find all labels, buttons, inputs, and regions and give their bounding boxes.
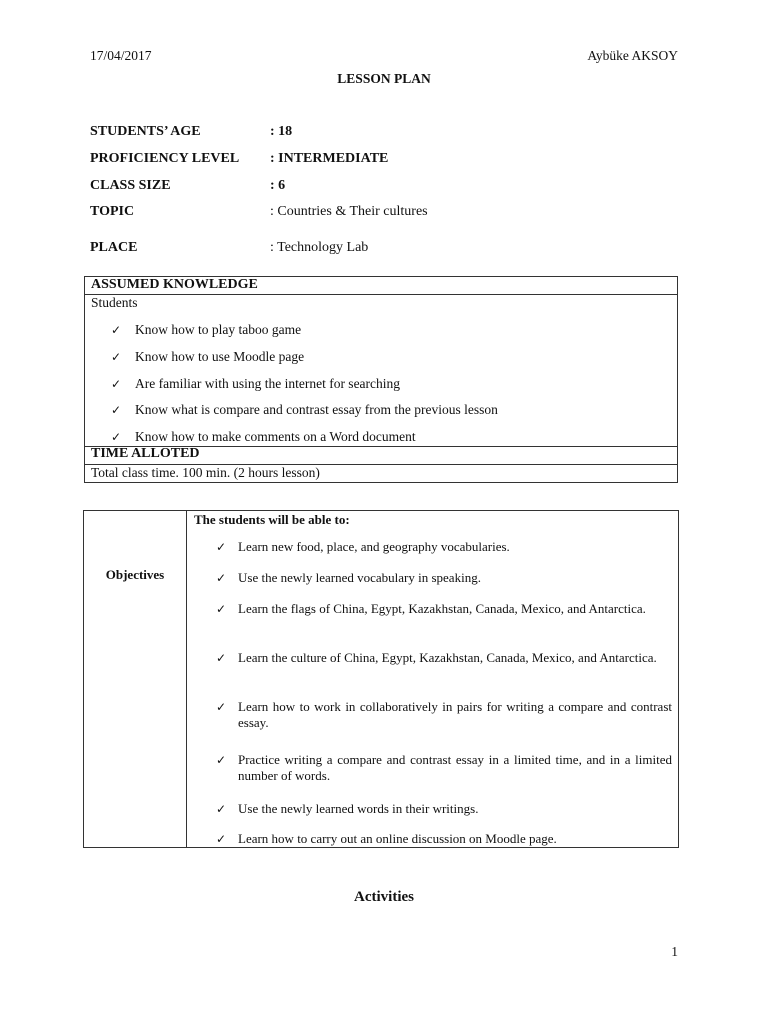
checkmark-icon: ✓ xyxy=(216,540,227,554)
list-item: ✓ Know how to use Moodle page xyxy=(111,349,305,364)
activities-heading: Activities xyxy=(354,889,414,905)
list-item: ✓ Learn new food, place, and geography vocabularies. xyxy=(216,539,510,554)
table-divider xyxy=(85,294,677,295)
checkmark-icon: ✓ xyxy=(216,802,227,816)
list-item: ✓ Use the newly learned vocabulary in speaking. xyxy=(216,570,481,585)
table-divider xyxy=(186,511,187,847)
proficiency-level-value: : INTERMEDIATE xyxy=(270,151,389,166)
place-label: PLACE xyxy=(90,240,138,255)
time-alloted-text: Total class time. 100 min. (2 hours lesson) xyxy=(91,465,320,480)
checkmark-icon: ✓ xyxy=(216,651,227,665)
page-title: LESSON PLAN xyxy=(337,71,431,86)
time-alloted-heading: TIME ALLOTED xyxy=(91,446,200,461)
checkmark-icon: ✓ xyxy=(216,832,227,846)
list-item: ✓ Know how to play taboo game xyxy=(111,322,302,337)
list-item: ✓ Learn how to carry out an online discussion on Moodle page. xyxy=(216,831,557,846)
checkmark-icon: ✓ xyxy=(111,430,122,444)
checkmark-icon: ✓ xyxy=(216,700,227,714)
list-item: ✓ Learn how to work in collaboratively in pairs for writing a compare and contrast essay. xyxy=(216,699,672,730)
page-number: 1 xyxy=(671,944,678,959)
checkmark-icon: ✓ xyxy=(216,571,227,585)
topic-label: TOPIC xyxy=(90,204,135,219)
list-item: ✓ Are familiar with using the internet for searching xyxy=(111,376,401,391)
list-item: ✓ Learn the flags of China, Egypt, Kazakhstan, Canada, Mexico, and Antarctica. xyxy=(216,601,646,616)
objectives-label: Objectives xyxy=(105,567,165,582)
list-item: ✓ Learn the culture of China, Egypt, Kazakhstan, Canada, Mexico, and Antarctica. xyxy=(216,650,657,665)
header-author: Aybüke AKSOY xyxy=(587,48,678,63)
topic-value: : Countries & Their cultures xyxy=(270,204,428,219)
checkmark-icon: ✓ xyxy=(216,753,227,767)
header-date: 17/04/2017 xyxy=(90,48,152,63)
checkmark-icon: ✓ xyxy=(111,323,122,337)
assumed-knowledge-heading: ASSUMED KNOWLEDGE xyxy=(91,277,258,292)
assumed-knowledge-table xyxy=(84,276,678,483)
objectives-intro: The students will be able to: xyxy=(194,512,350,527)
place-value: : Technology Lab xyxy=(270,240,369,255)
list-item: ✓ Know what is compare and contrast essay from the previous lesson xyxy=(111,402,498,417)
class-size-value: : 6 xyxy=(270,178,286,193)
list-item: ✓ Know how to make comments on a Word document xyxy=(111,429,416,444)
assumed-knowledge-intro: Students xyxy=(91,295,138,310)
class-size-label: CLASS SIZE xyxy=(90,178,171,193)
students-age-value: : 18 xyxy=(270,124,293,139)
checkmark-icon: ✓ xyxy=(111,377,122,391)
checkmark-icon: ✓ xyxy=(111,350,122,364)
objectives-table xyxy=(83,510,679,848)
students-age-label: STUDENTS’ AGE xyxy=(90,124,201,139)
proficiency-level-label: PROFICIENCY LEVEL xyxy=(90,151,240,166)
checkmark-icon: ✓ xyxy=(111,403,122,417)
checkmark-icon: ✓ xyxy=(216,602,227,616)
list-item: ✓ Practice writing a compare and contrast essay in a limited time, and in a limited number of words. xyxy=(216,752,672,783)
list-item: ✓ Use the newly learned words in their writings. xyxy=(216,801,479,816)
